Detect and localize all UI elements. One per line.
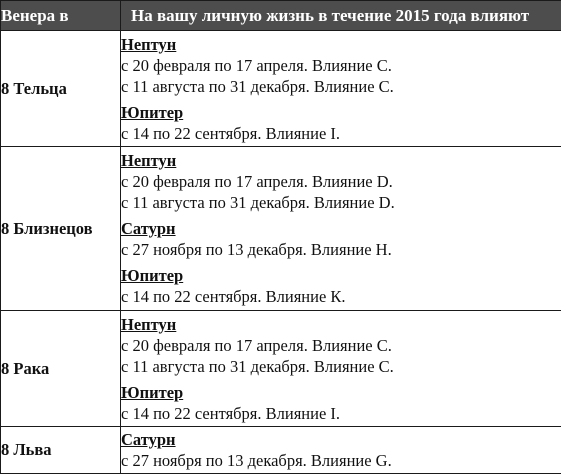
influence-cell — [121, 147, 561, 311]
planet-name: Нептун — [121, 314, 561, 335]
planet-block — [121, 314, 561, 377]
planet-block — [121, 218, 561, 260]
planet-name: Сатурн — [121, 218, 561, 239]
period-line: с 20 февраля по 17 апреля. Влияние С. — [121, 55, 561, 76]
planet-name: Юпитер — [121, 102, 561, 123]
period-line: с 11 августа по 31 декабря. Влияние D. — [121, 192, 561, 213]
venus-sign-cell: 8 Рака — [1, 311, 121, 427]
venus-sign-cell: 8 Близнецов — [1, 147, 121, 311]
column-header-sign: Венера в — [1, 1, 121, 31]
table-row — [1, 31, 561, 147]
planet-name: Нептун — [121, 150, 561, 171]
period-line: с 14 по 22 сентября. Влияние I. — [121, 123, 561, 144]
period-line: с 27 ноября по 13 декабря. Влияние Н. — [121, 239, 561, 260]
influence-cell — [121, 31, 561, 147]
planet-name: Юпитер — [121, 382, 561, 403]
table-row — [1, 311, 561, 427]
period-line: с 14 по 22 сентября. Влияние К. — [121, 286, 561, 307]
period-line: с 27 ноября по 13 декабря. Влияние G. — [121, 450, 561, 471]
table-row — [1, 427, 561, 474]
period-line: с 20 февраля по 17 апреля. Влияние D. — [121, 171, 561, 192]
planet-block — [121, 382, 561, 424]
period-line: с 11 августа по 31 декабря. Влияние С. — [121, 356, 561, 377]
period-line: с 20 февраля по 17 апреля. Влияние С. — [121, 335, 561, 356]
table-row — [1, 147, 561, 311]
planet-name: Сатурн — [121, 429, 561, 450]
planet-block — [121, 102, 561, 144]
period-line: с 14 по 22 сентября. Влияние I. — [121, 403, 561, 424]
period-line: с 11 августа по 31 декабря. Влияние С. — [121, 76, 561, 97]
venus-sign-cell: 8 Тельца — [1, 31, 121, 147]
influence-cell — [121, 427, 561, 474]
venus-sign-cell: 8 Льва — [1, 427, 121, 474]
planet-block — [121, 150, 561, 213]
column-header-influence: На вашу личную жизнь в течение 2015 года влияют — [121, 1, 561, 31]
planet-block — [121, 34, 561, 97]
planet-name: Нептун — [121, 34, 561, 55]
header-row — [1, 1, 561, 31]
planet-block — [121, 265, 561, 307]
influence-cell — [121, 311, 561, 427]
planet-name: Юпитер — [121, 265, 561, 286]
planet-block — [121, 429, 561, 471]
